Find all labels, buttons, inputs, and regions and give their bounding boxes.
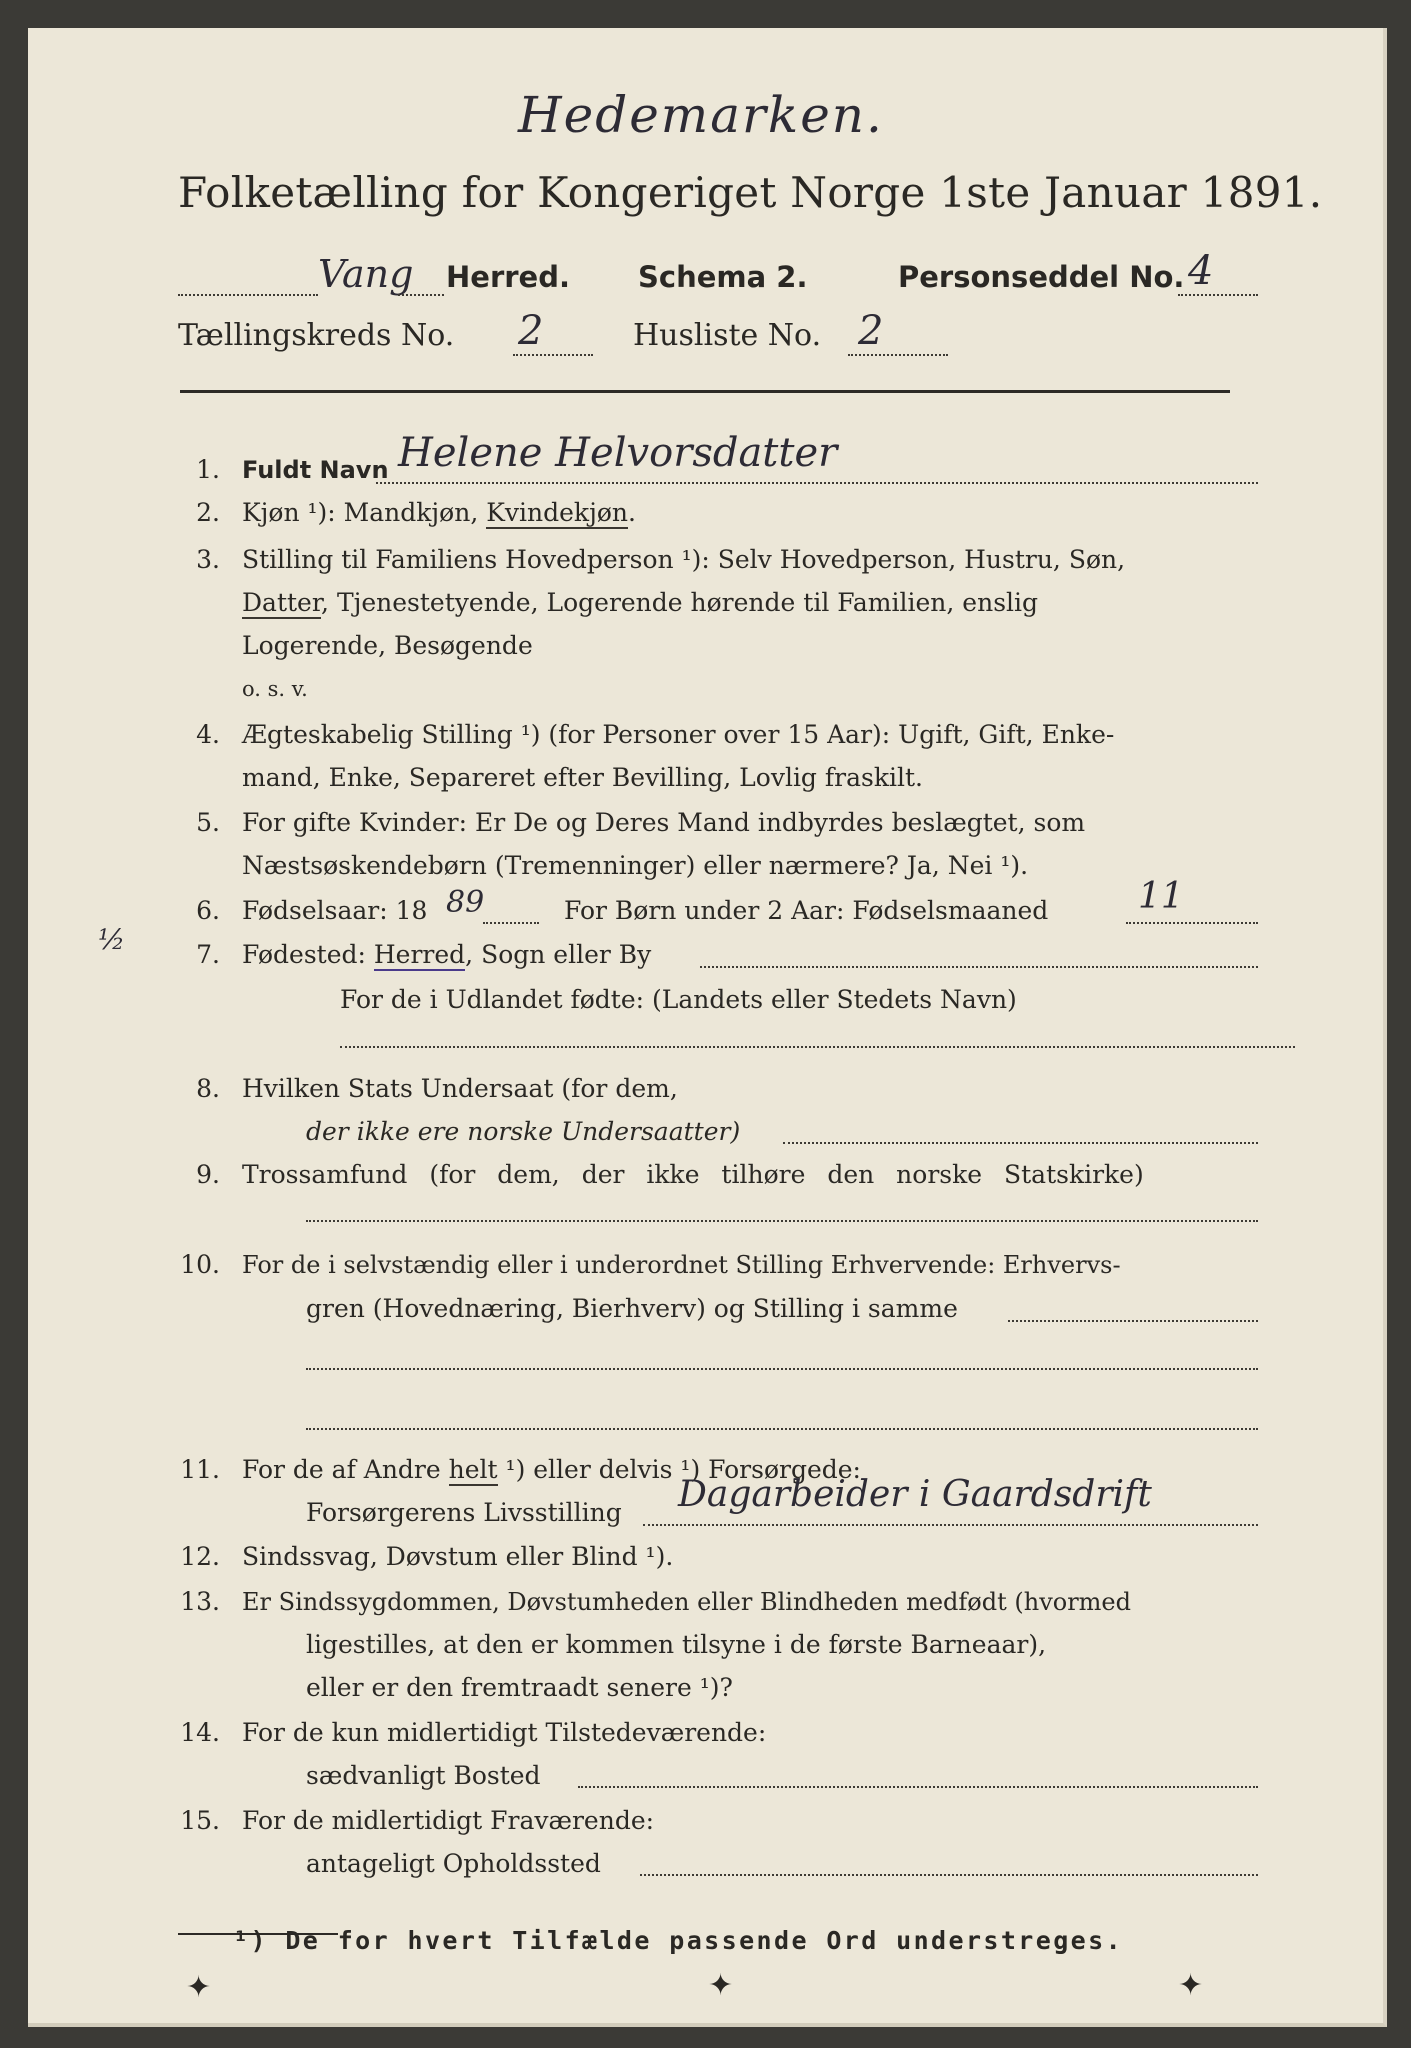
- q5-line1: For gifte Kvinder: Er De og Deres Mand indbyrdes beslægtet, som: [242, 808, 1086, 837]
- q3-underlined-option: Datter: [242, 588, 322, 617]
- corner-mark-right: ✦: [1178, 1968, 1204, 2003]
- q14-line1: For de kun midlertidigt Tilstedeværende:: [242, 1718, 767, 1747]
- q2-number: 2.: [196, 498, 220, 527]
- q1-fill-line: [376, 482, 1258, 484]
- herred-value: Vang: [318, 252, 414, 296]
- q3-line2: [242, 586, 1038, 620]
- q10-number: 10.: [180, 1250, 220, 1279]
- herred-line: [178, 248, 1258, 300]
- q8-line2: der ikke ere norske Undersaatter): [306, 1117, 741, 1146]
- q1-answer: Helene Helvorsdatter: [398, 430, 838, 476]
- margin-note: ½: [98, 923, 126, 956]
- schema-label: Schema 2.: [638, 260, 808, 294]
- q10-answer-line-1: [306, 1368, 1258, 1370]
- q11-prefix: For de af Andre: [242, 1455, 449, 1484]
- corner-mark-left: ✦: [186, 1970, 212, 2005]
- q5-number: 5.: [196, 808, 220, 837]
- q10-answer-line-2: [306, 1428, 1258, 1430]
- q11-number: 11.: [180, 1455, 220, 1484]
- q7-fill-line: [700, 966, 1258, 968]
- q2-prefix: Kjøn ¹): Mandkjøn,: [242, 498, 487, 527]
- q14-fill-line: [578, 1786, 1258, 1788]
- q6-year-fill: [483, 922, 539, 924]
- q9-number: 9.: [196, 1160, 220, 1189]
- census-form-page: [28, 28, 1387, 2027]
- q6-year-value: 89: [446, 885, 485, 920]
- q12-number: 12.: [180, 1542, 220, 1571]
- personseddel-label: Personseddel No.: [898, 260, 1185, 294]
- q2-text: [242, 496, 636, 530]
- q3-line1: Stilling til Familiens Hovedperson ¹): Selv Hovedperson, Hustru, Søn,: [242, 545, 1126, 574]
- header-rule: [180, 390, 1230, 393]
- q5-line2: Næstsøskendebørn (Tremenninger) eller nærmere? Ja, Nei ¹).: [242, 851, 1029, 880]
- q9-line1: Trossamfund (for dem, der ikke tilhøre den norske Statskirke): [242, 1160, 1144, 1189]
- q8-number: 8.: [196, 1074, 220, 1103]
- q4-number: 4.: [196, 720, 220, 749]
- husliste-value: 2: [858, 308, 884, 354]
- q7-line2: For de i Udlandet fødte: (Landets eller Stedets Navn): [340, 985, 1017, 1014]
- q15-fill-line: [640, 1874, 1258, 1876]
- q11-suffix: ¹) eller delvis ¹) Forsørgede:: [497, 1455, 861, 1484]
- q2-underlined-option: Kvindekjøn: [486, 498, 628, 527]
- q1-label: Fuldt Navn: [242, 456, 389, 484]
- q10-line2: gren (Hovednæring, Bierhverv) og Stilling i samme: [306, 1294, 958, 1323]
- q8-line1: Hvilken Stats Undersaat (for dem,: [242, 1074, 678, 1103]
- personseddel-value: 4: [1188, 248, 1214, 294]
- q9-answer-line: [306, 1220, 1258, 1222]
- q4-line1: Ægteskabelig Stilling ¹) (for Personer over 15 Aar): Ugift, Gift, Enke-: [242, 720, 1115, 749]
- q1-number: 1.: [196, 455, 220, 484]
- q7-rest: , Sogn eller By: [465, 940, 652, 969]
- husliste-label: Husliste No.: [633, 318, 822, 353]
- q15-number: 15.: [180, 1806, 220, 1835]
- q3-line2-rest: , Tjenestetyende, Logerende hørende til Familien, enslig: [321, 588, 1039, 617]
- q4-line2: mand, Enke, Separeret efter Bevilling, Lovlig fraskilt.: [242, 763, 923, 792]
- q11-line2: Forsørgerens Livsstilling: [306, 1498, 622, 1527]
- q13-line3: eller er den fremtraadt senere ¹)?: [306, 1673, 733, 1702]
- footnote: ¹) De for hvert Tilfælde passende Ord understreges.: [233, 1926, 1124, 1955]
- q13-line1: Er Sindssygdommen, Døvstumheden eller Blindheden medfødt (hvormed: [242, 1588, 1131, 1616]
- q3-number: 3.: [196, 545, 220, 574]
- q11-answer: Dagarbeider i Gaardsdrift: [678, 1474, 1152, 1515]
- herred-label: Herred.: [446, 260, 570, 294]
- q3-line3: Logerende, Besøgende: [242, 631, 533, 660]
- q13-line2: ligestilles, at den er kommen tilsyne i de første Barneaar),: [306, 1630, 1047, 1659]
- q7-line1: [242, 938, 651, 972]
- q6-number: 6.: [196, 896, 220, 925]
- kreds-line: [178, 308, 1138, 362]
- form-title: Folketælling for Kongeriget Norge 1ste Januar 1891.: [178, 168, 1323, 217]
- q6-mid: For Børn under 2 Aar: Fødselsmaaned: [564, 896, 1049, 925]
- q7-underlined-option: Herred: [373, 940, 466, 969]
- kreds-value: 2: [518, 308, 544, 354]
- q7-label: Fødested:: [242, 940, 374, 969]
- q14-number: 14.: [180, 1718, 220, 1747]
- q6-month-value: 11: [1138, 876, 1184, 917]
- q3-line4: o. s. v.: [242, 677, 308, 701]
- q10-fill-line: [1008, 1320, 1258, 1322]
- q11-underlined-option: helt: [448, 1455, 498, 1484]
- kreds-label: Tællingskreds No.: [178, 318, 455, 353]
- q14-line2: sædvanligt Bosted: [306, 1761, 541, 1790]
- q7-number: 7.: [196, 940, 220, 969]
- q13-number: 13.: [180, 1587, 220, 1616]
- corner-mark-center: ✦: [708, 1968, 734, 2003]
- q11-fill-line: [643, 1524, 1258, 1526]
- place-handwritten: Hedemarken.: [518, 86, 884, 144]
- q6-label: Fødselsaar: 18: [242, 896, 428, 925]
- q12-line1: Sindssvag, Døvstum eller Blind ¹).: [242, 1542, 674, 1571]
- q15-line2: antageligt Opholdssted: [306, 1849, 601, 1878]
- q8-fill-line: [783, 1142, 1258, 1144]
- q10-line1: For de i selvstændig eller i underordnet Stilling Erhvervende: Erhvervs-: [242, 1251, 1121, 1279]
- q7-answer-line: [340, 1046, 1295, 1048]
- q6-month-fill: [1126, 922, 1258, 924]
- q2-suffix: .: [627, 498, 636, 527]
- q15-line1: For de midlertidigt Fraværende:: [242, 1806, 655, 1835]
